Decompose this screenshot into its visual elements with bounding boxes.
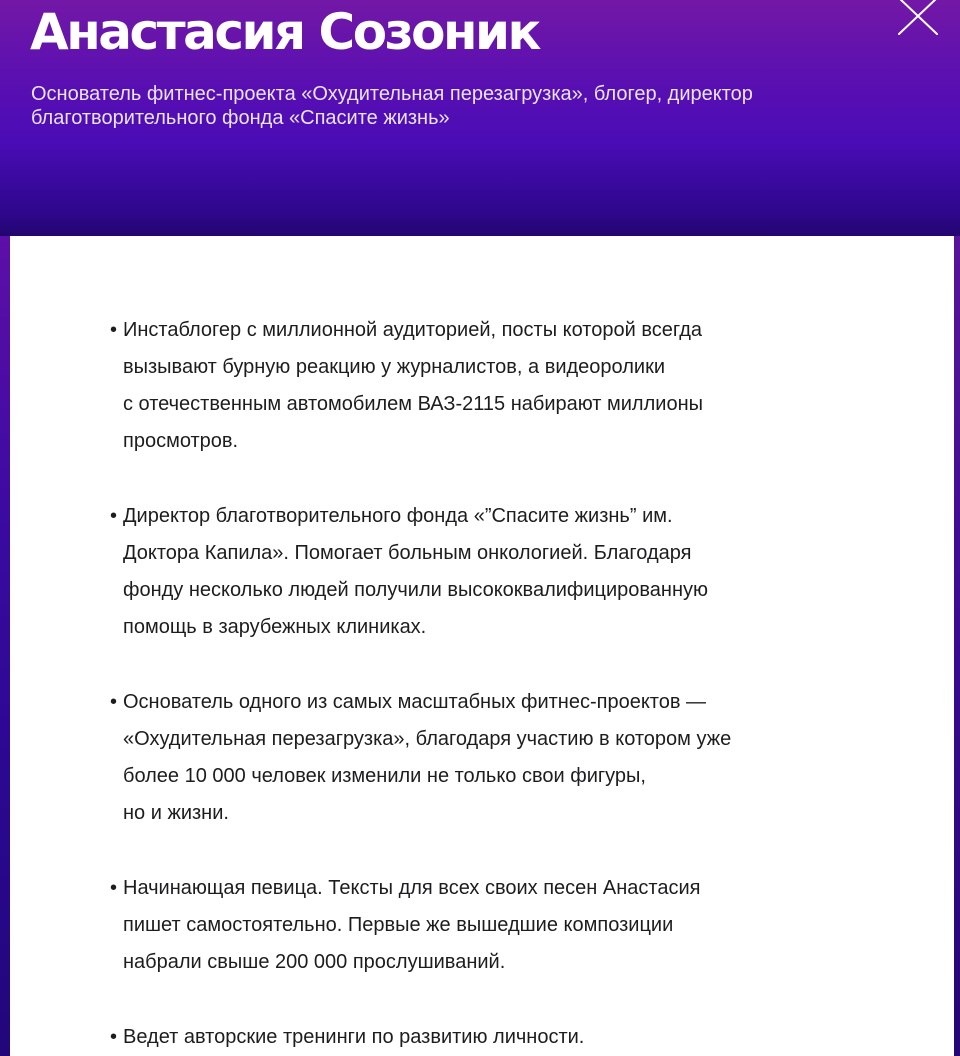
list-item-line: «Охудительная перезагрузка», благодаря участию в котором уже xyxy=(123,728,732,750)
list-item-line: просмотров. xyxy=(123,430,239,452)
list-item-line: Инстаблогер с миллионной аудиторией, посты которой всегда xyxy=(123,319,703,341)
list-item-line: с отечественным автомобилем ВАЗ-2115 набирают миллионы xyxy=(123,393,703,415)
list-item-line: Доктора Капила». Помогает больным онкологией. Благодаря xyxy=(123,542,692,564)
bullet-dot-icon: • xyxy=(110,319,118,341)
list-item-line: но и жизни. xyxy=(123,802,229,824)
list-item-line: пишет самостоятельно. Первые же вышедшие композиции xyxy=(123,914,674,936)
list-item-line: помощь в зарубежных клиниках. xyxy=(123,616,427,638)
close-icon xyxy=(890,0,944,40)
list-item-line: Начинающая певица. Тексты для всех своих песен Анастасия xyxy=(123,877,701,899)
list-item-line: более 10 000 человек изменили не только свои фигуры, xyxy=(123,765,646,787)
profile-content-panel xyxy=(10,236,954,1056)
list-item xyxy=(110,498,870,646)
bullet-dot-icon: • xyxy=(110,1026,118,1048)
list-item-line: набрали свыше 200 000 прослушиваний. xyxy=(123,951,506,973)
bullet-dot-icon: • xyxy=(110,505,118,527)
close-button[interactable] xyxy=(890,0,944,40)
list-item-line: фонду несколько людей получили высококвалифицированную xyxy=(123,579,709,601)
bullet-dot-icon: • xyxy=(110,877,118,899)
list-item xyxy=(110,1019,870,1056)
person-subtitle: Основатель фитнес-проекта «Охудительная перезагрузка», блогер, директор благотворительного фонда «Спасите жизнь» xyxy=(31,83,753,129)
list-item xyxy=(110,312,870,460)
list-item-line: Основатель одного из самых масштабных фитнес-проектов — xyxy=(123,691,707,713)
list-item-line: Директор благотворительного фонда «”Спасите жизнь” им. xyxy=(123,505,673,527)
list-item-line: вызывают бурную реакцию у журналистов, а видеоролики xyxy=(123,356,665,378)
list-item-line: Ведет авторские тренинги по развитию личности. xyxy=(123,1026,585,1048)
bullet-dot-icon: • xyxy=(110,691,118,713)
achievements-list xyxy=(110,312,870,1056)
person-name-title: Анастасия Созоник xyxy=(30,3,539,61)
list-item xyxy=(110,870,870,981)
list-item xyxy=(110,684,870,832)
profile-header xyxy=(0,0,960,236)
